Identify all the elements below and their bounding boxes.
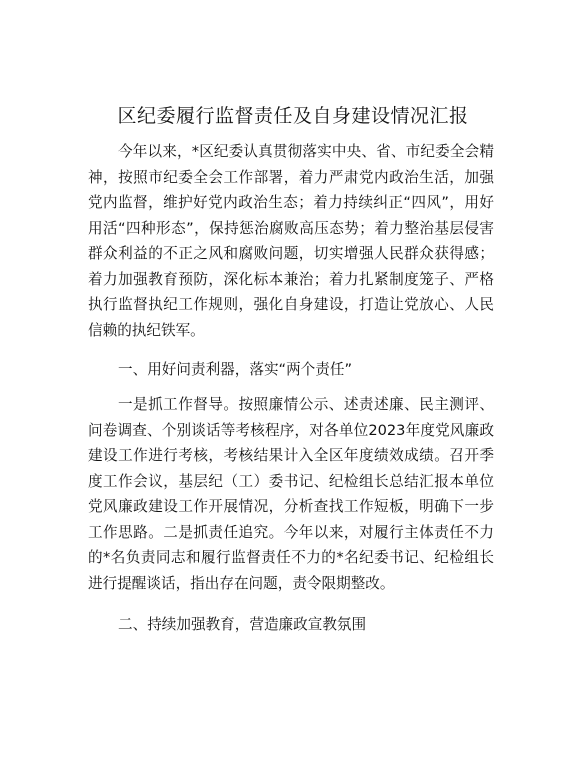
section1-heading: 一、用好问责利器，落实“两个责任” bbox=[118, 361, 353, 378]
section1-paragraph: 一是抓工作督导。按照廉情公示、述责述廉、民主测评、问卷调查、个别谈话等考核程序，对各单位2023年度党风廉政建设工作进行考核，考核结果计入全区年度绩效成绩。召开季度工作会议，基层纪（工）委书记、纪检组长总结汇报本单位党风廉政建设工作开展情况，分析查找工作短板，明确下一步工作思路。二是抓责任追究。今年以来，对履行主体责任不力的*名负责同志和履行监督责任不力的*名纪委书记、纪检组长进行提醒谈话，指出存在问题，责令限期整改。 bbox=[88, 396, 494, 592]
intro-paragraph: 今年以来，*区纪委认真贯彻落实中央、省、市纪委全会精神，按照市纪委全会工作部署，着力严肃党内政治生活，加强党内监督，维护好党内政治生态；着力持续纠正“四风”，用好用活“四种形态”，保持惩治腐败高压态势；着力整治基层侵害群众利益的不正之风和腐败问题，切实增强人民群众获得感；着力加强教育预防，深化标本兼治；着力扎紧制度笼子、严格执行监督执纪工作规则，强化自身建设，打造让党放心、人民信赖的执纪铁军。 bbox=[88, 143, 494, 339]
section2-heading: 二、持续加强教育，营造廉政宣教氛围 bbox=[118, 616, 367, 633]
document-title: 区纪委履行监督责任及自身建设情况汇报 bbox=[117, 105, 469, 127]
